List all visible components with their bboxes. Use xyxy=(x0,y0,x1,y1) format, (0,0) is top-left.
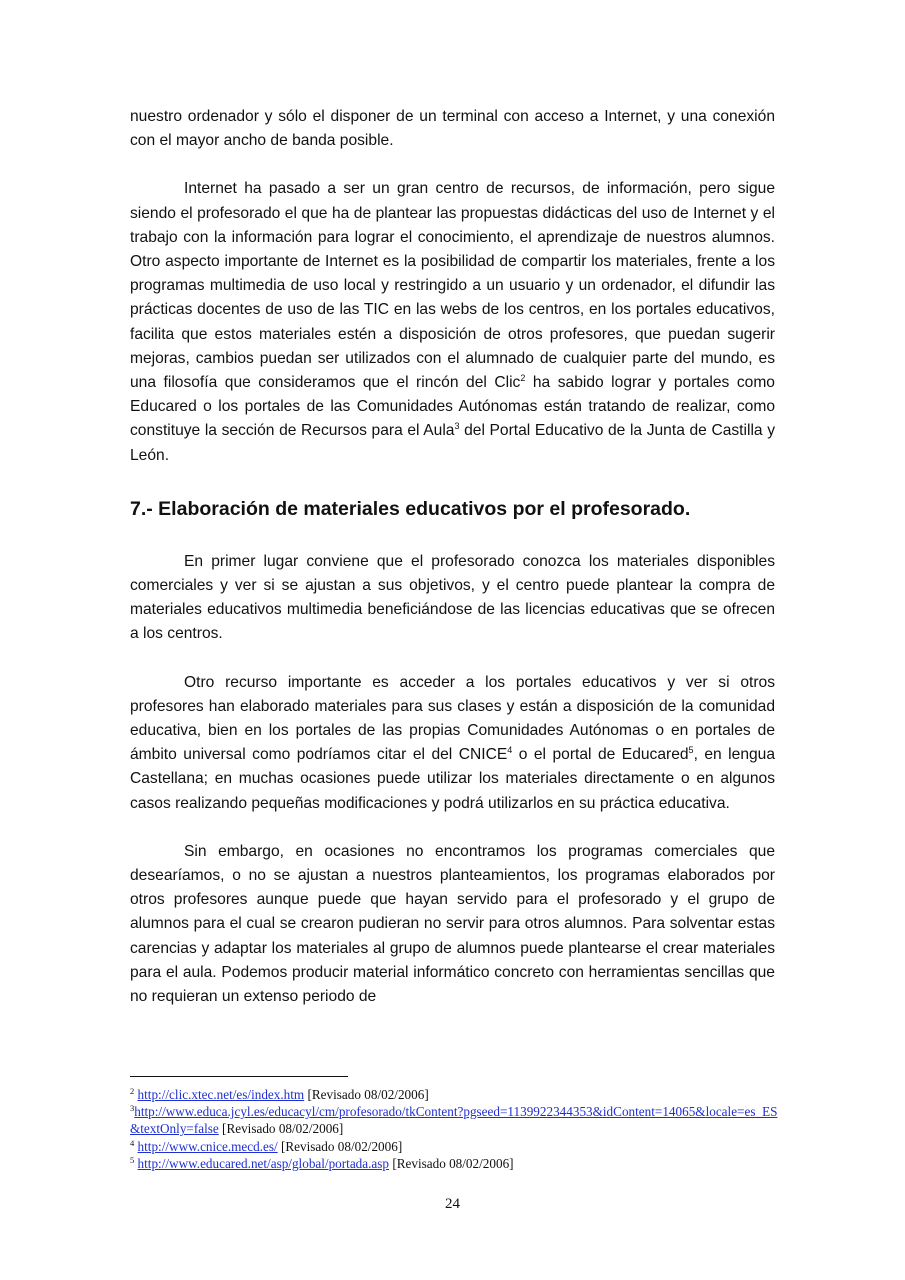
footnote xyxy=(130,1103,778,1137)
footnote-divider xyxy=(130,1076,348,1077)
footnote-note: [Revisado 08/02/2006] xyxy=(218,1121,344,1137)
footnote xyxy=(130,1138,778,1155)
footnote-ref[interactable]: 5 xyxy=(688,745,694,756)
paragraph: Sin embargo, en ocasiones no encontramos los programas comerciales que desearíamos, o no se ajustan a nuestros planteamientos, los programas elaborados por otros profesores aunque puede que hayan servido para el profesorado y el grupo de alumnos para el cual se crearon pudieran no servir para otros alumnos. Para solventar estas carencias y adaptar los materiales al grupo de alumnos puede plantearse el crear materiales para el aula. Podemos producir material informático concreto con herramientas sencillas que no requieran un extenso periodo de xyxy=(130,842,775,1006)
section-heading: 7.- Elaboración de materiales educativos por el profesorado. xyxy=(130,497,691,520)
footnote-number: 5 xyxy=(130,1154,135,1165)
footnote-number: 4 xyxy=(130,1137,135,1148)
footnotes xyxy=(130,1076,778,1172)
footnote-link[interactable]: http://www.educared.net/asp/global/portada.asp xyxy=(137,1155,390,1171)
paragraph-text: ha sabido lograr y portales como Educared o los portales de las Comunidades Autónomas están tratando de realizar, como constituye la sección de Recursos para el Aula xyxy=(130,374,775,440)
footnote-link[interactable]: http://www.educa.jcyl.es/educacyl/cm/profesorado/tkContent?pgseed=1139922344353&idContent=14065&locale=es_ES&textOnly=false xyxy=(130,1104,778,1137)
paragraph-text: Otro recurso importante es acceder a los portales educativos y ver si otros profesores han elaborado materiales para sus clases y están a disposición de la comunidad educativa, bien en los portales de las propias Comunidades Autónomas o en portales de ámbito universal como podríamos citar el del CNICE xyxy=(130,673,775,764)
footnote-number: 3 xyxy=(130,1103,135,1114)
paragraph: En primer lugar conviene que el profesorado conozca los materiales disponibles comerciales y ver si se ajustan a sus objetivos, y el centro puede plantear la compra de materiales educativos multimedia beneficiándose de las licencias educativas que se ofrecen a los centros. xyxy=(130,552,775,643)
paragraph: nuestro ordenador y sólo el disponer de un terminal con acceso a Internet, y una conexión con el mayor ancho de banda posible. xyxy=(130,108,775,150)
footnote-ref[interactable]: 2 xyxy=(520,373,526,384)
page-number: 24 xyxy=(445,1196,460,1212)
footnote-number: 2 xyxy=(130,1086,135,1096)
footnote-link[interactable]: http://www.cnice.mecd.es/ xyxy=(137,1138,278,1154)
footnote xyxy=(130,1155,778,1172)
footnote xyxy=(130,1086,778,1103)
footnote-link[interactable]: http://clic.xtec.net/es/index.htm xyxy=(137,1087,305,1102)
paragraph-text: , en lengua Castellana; en muchas ocasiones puede utilizar los materiales directamente o en algunos casos realizando pequeñas modificaciones y podrá utilizarlos en su práctica educativa. xyxy=(130,746,776,812)
paragraph xyxy=(130,177,775,467)
paragraph-text: Internet ha pasado a ser un gran centro de recursos, de información, pero sigue siendo el profesorado el que ha de plantear las propuestas didácticas del uso de Internet y el trabajo con la información para lograr el conocimiento, el aprendizaje de nuestros alumnos. Otro aspecto importante de Internet es la posibilidad de compartir los materiales, frente a los programas multimedia de uso local y restringido a un usuario y un ordenador, el difundir las prácticas docentes de uso de las TIC en las webs de los centros, en los portales educativos, facilita que estos materiales estén a disposición de otros profesores, que puedan sugerir mejoras, cambios puedan ser utilizados con el alumnado de cualquier parte del mundo, es una filosofía que consideramos que el rincón del Clic xyxy=(130,180,775,392)
footnote-note: [Revisado 08/02/2006] xyxy=(389,1155,514,1171)
paragraph-text: del Portal Educativo de la Junta de Castilla y León. xyxy=(130,422,775,464)
footnote-note: [Revisado 08/02/2006] xyxy=(304,1087,429,1102)
paragraph-text: o el portal de Educared xyxy=(512,746,689,764)
footnote-ref[interactable]: 3 xyxy=(454,421,460,432)
body-text xyxy=(130,105,775,1009)
footnote-note: [Revisado 08/02/2006] xyxy=(277,1138,403,1154)
paragraph xyxy=(130,671,775,816)
footnote-ref[interactable]: 4 xyxy=(507,745,513,756)
